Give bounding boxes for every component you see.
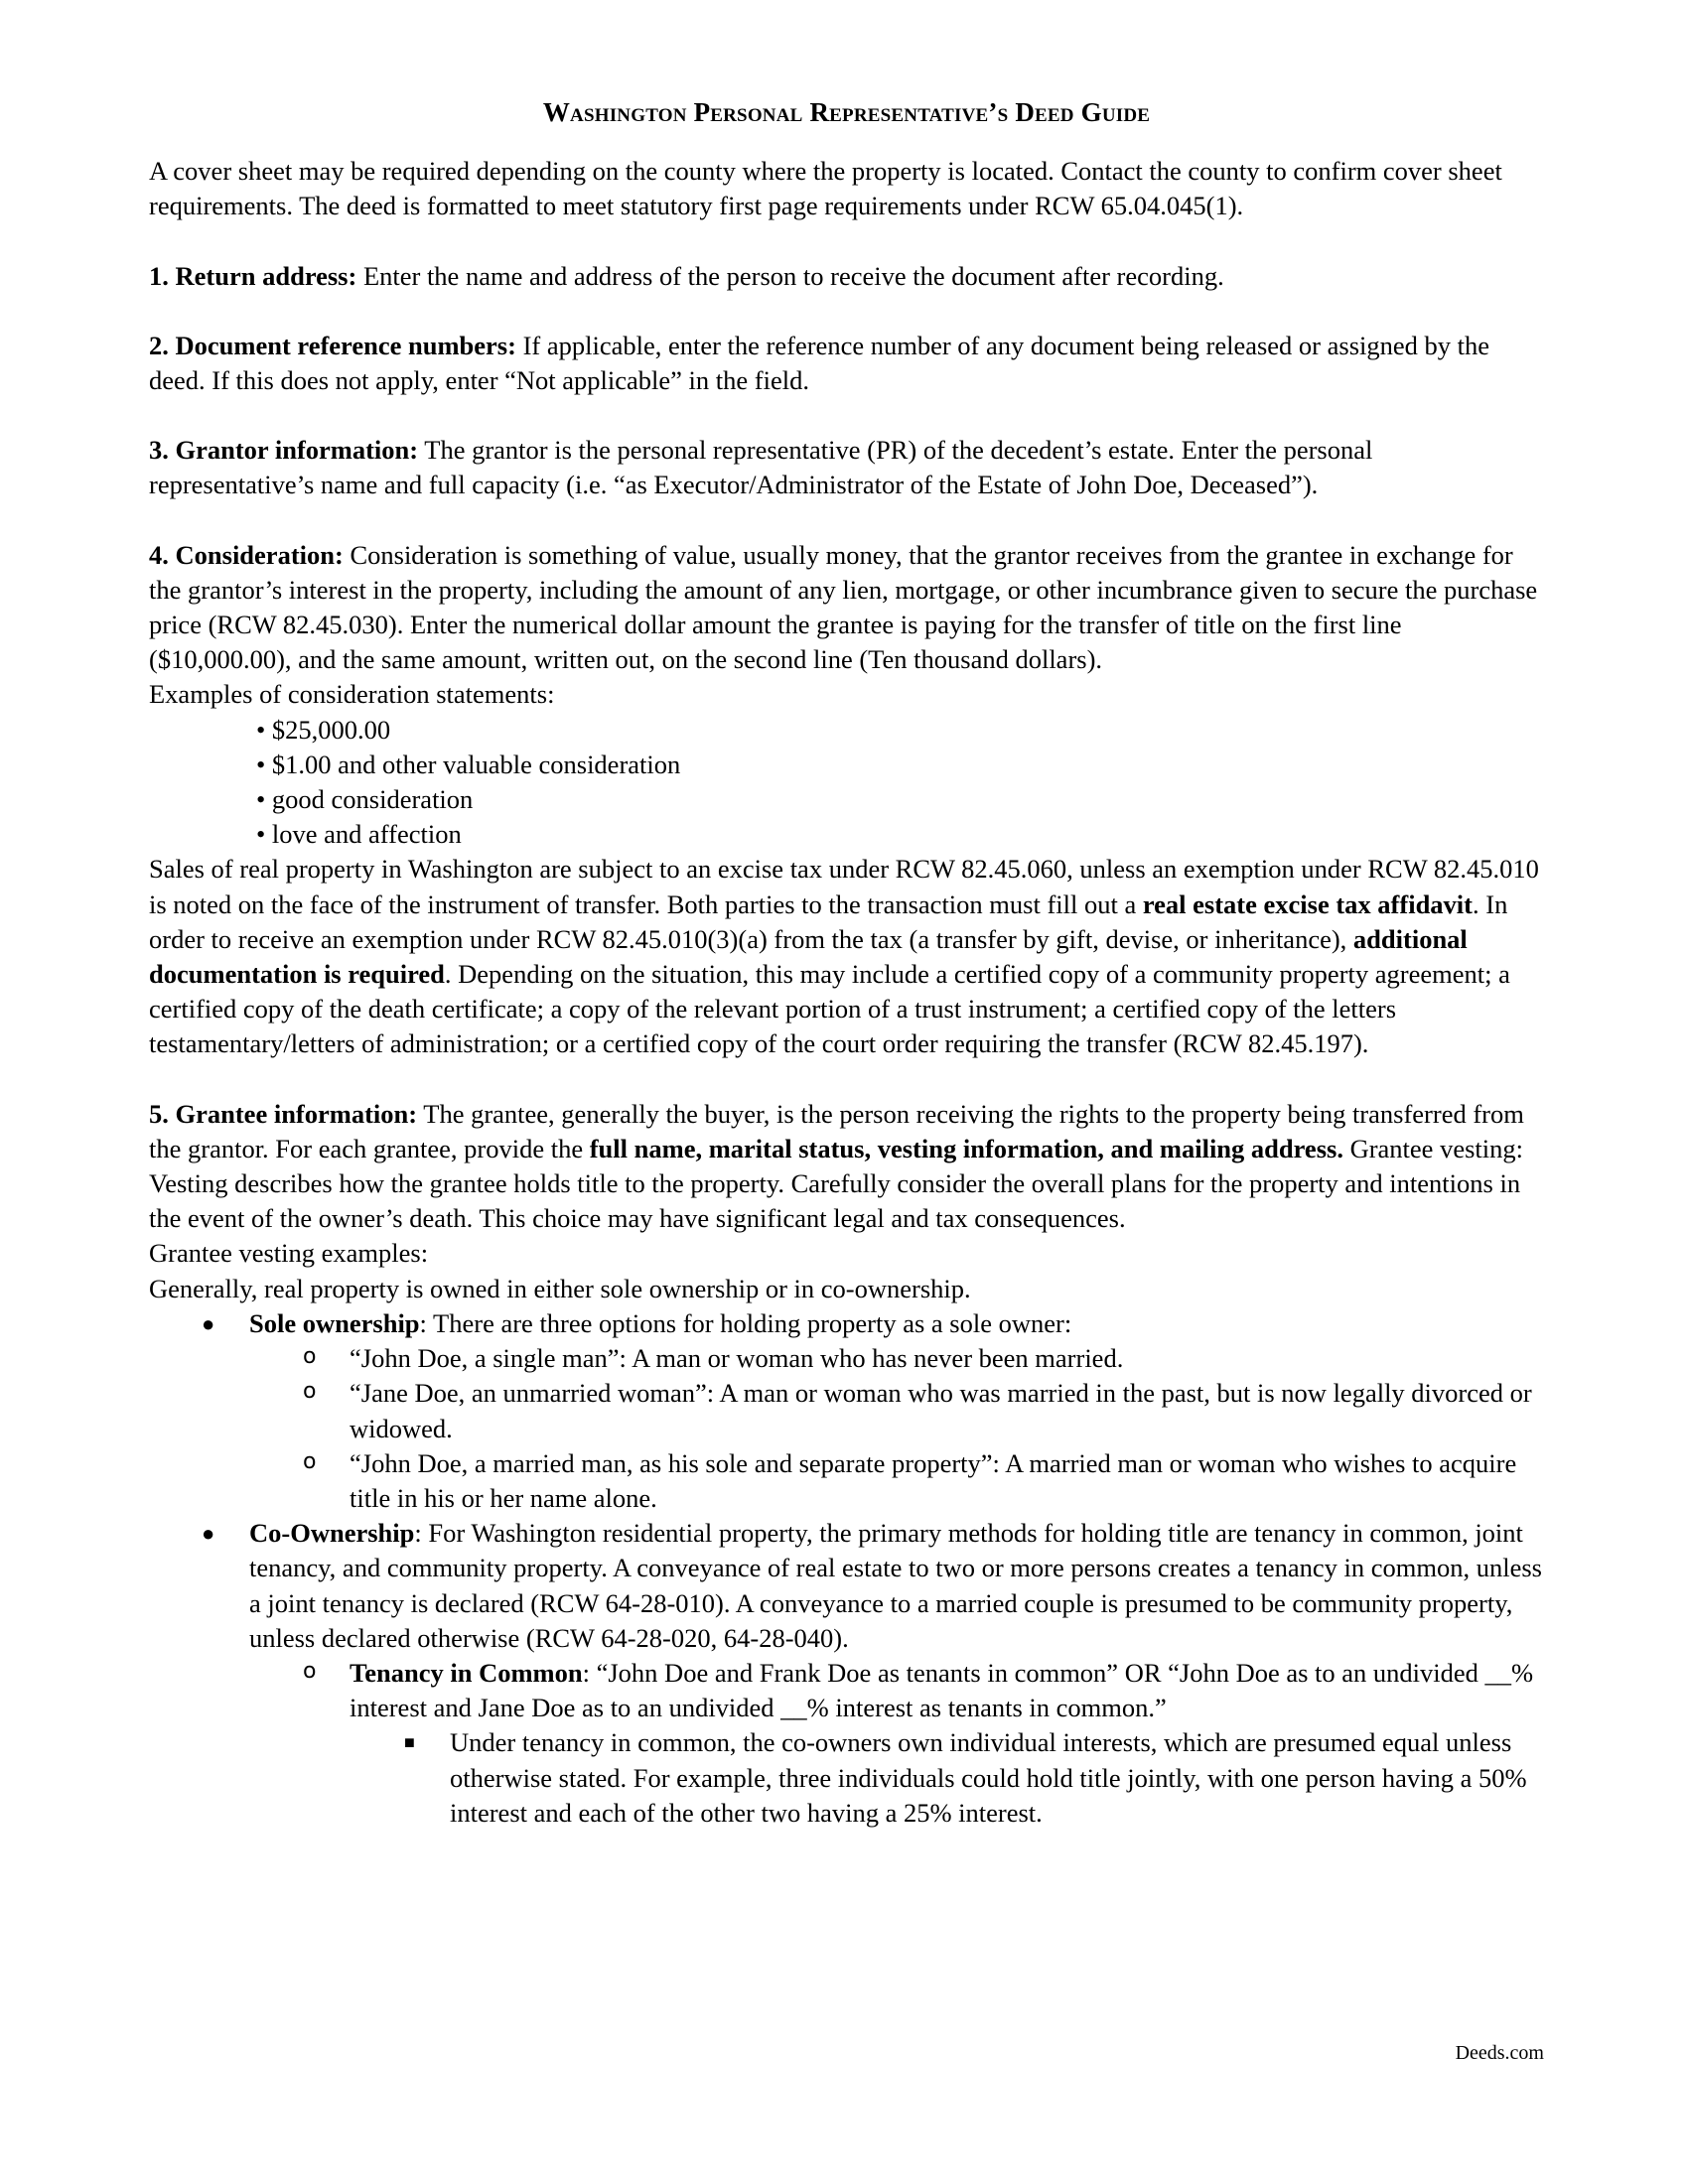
section-label: 5. Grantee information: [149,1098,418,1129]
document-page [149,95,1544,1831]
examples-heading: Examples of consideration statements: [149,679,555,710]
grantee-requirements-emphasis: full name, marital status, vesting information, and mailing address. [589,1133,1343,1163]
consideration-examples-list [149,713,1544,853]
circle-bullet-icon: o [303,1379,317,1405]
vesting-heading: Grantee vesting examples: [149,1238,429,1269]
section-text: Consideration is something of value, usually money, that the grantor receives from the grantee in exchange for the grantor’s interest in the property, including the amount of any lien, mortgage, or other incumbrance given to secure the purchase price (RCW 82.45.030). Enter the numerical dollar amount the grantee is paying for the transfer of title on the first line ($10,000.00), and the same amount, written out, on the second line (Ten thousand dollars). [149,539,1538,675]
section-document-reference [149,329,1544,398]
tenancy-details [350,1725,1544,1831]
list-item: • good consideration [256,784,474,815]
section-label: 4. Consideration: [149,539,344,570]
affidavit-emphasis: real estate excise tax affidavit [1142,888,1473,919]
list-item-tenancy-in-common: o Tenancy in Common: “John Doe and Frank Doe as tenants in common” OR “John Doe as to an undivided __% interest and Jane Doe as to an undivided __% interest as tenants in common.” ■ Under tenancy in common, the co-owners own individual interests, which are presumed equal unless otherwise stated. For example, three individuals could hold title jointly, with one person having a 50% interest and each of the other two having a 25% interest. [249,1656,1544,1831]
section-text: If applicable, enter the reference number of any document being released or assigned by the deed. If this does not apply, enter “Not applicable” in the field. [149,330,1490,396]
excise-tax-paragraph: Sales of real property in Washington are subject to an excise tax under RCW 82.45.060, unless an exemption under RCW 82.45.010 is noted on the face of the instrument of transfer. Both parties to the transaction must fill out a real estate excise tax affidavit. In order to receive an exemption under RCW 82.45.010(3)(a) from the tax (a transfer by gift, devise, or inheritance), additional documentation is required. Depending on the situation, this may include a certified copy of a community property agreement; a certified copy of the death certificate; a copy of the relevant portion of a trust instrument; a certified copy of the letters testamentary/letters of administration; or a certified copy of the court order requiring the transfer (RCW 82.45.197). [149,854,1539,1059]
section-label: 3. Grantor information: [149,435,419,466]
list-item: ■ Under tenancy in common, the co-owners own individual interests, which are presumed equal unless otherwise stated. For example, three individuals could hold title jointly, with one person having a 50% interest and each of the other two having a 25% interest. [404,1727,1527,1828]
circle-bullet-icon: o [303,1658,317,1684]
bullet-icon: ● [202,1521,215,1547]
intro-paragraph: A cover sheet may be required depending on the county where the property is located. Contact the county to confirm cover sheet requirements. The deed is formatted to meet statutory first page requirements under RCW 65.04.045(1). [149,156,1502,221]
list-item-co-ownership: ● Co-Ownership: For Washington residential property, the primary methods for holding title are tenancy in common, joint tenancy, and community property. A conveyance of real estate to two or more persons creates a tenancy in common, unless a joint tenancy is declared (RCW 64-28-010). A conveyance to a married couple is presumed to be community property, unless declared otherwise (RCW 64-28-020, 64-28-040). o Tenancy in Common: “John Doe and Frank Doe as tenants in common” OR “John Doe as to an undivided __% interest and Jane Doe as to an undivided __% interest as tenants in common.” ■ Under tenancy in common, the co-owners own individual interests, which are presumed equal unless otherwise stated. For example, three individuals could hold title jointly, with one person having a 50% interest and each of the other two having a 25% interest. [149,1516,1544,1831]
sole-ownership-options [249,1341,1544,1516]
bullet-icon: ● [202,1310,215,1336]
co-ownership-options [249,1656,1544,1831]
section-text: The grantor is the personal representative (PR) of the decedent’s estate. Enter the personal representative’s name and full capacity (i.e. “as Executor/Administrator of the Estate of John Doe, Deceased”). [149,435,1373,500]
section-label: 2. Document reference numbers: [149,330,516,360]
section-grantee-information: 5. Grantee information: The grantee, generally the buyer, is the person receiving the rights to the property being transferred from the grantor. For each grantee, provide the full name, marital status, vesting information, and mailing address. Grantee vesting: Vesting describes how the grantee holds title to the property. Carefully consider the overall plans for the property and intentions in the event of the owner’s death. This choice may have significant legal and tax consequences. [149,1098,1524,1234]
list-item: o “John Doe, a single man”: A man or woman who has never been married. [249,1341,1544,1376]
list-item: • $25,000.00 [256,714,391,745]
list-item: o “John Doe, a married man, as his sole and separate property”: A married man or woman who wishes to acquire title in his or her name alone. [249,1446,1544,1516]
documentation-emphasis: additional documentation is required [149,923,1468,990]
ownership-list [149,1306,1544,1831]
section-text: Enter the name and address of the person to receive the document after recording. [356,260,1224,291]
vesting-intro: Generally, real property is owned in either sole ownership or in co-ownership. [149,1273,971,1303]
section-label: 1. Return address: [149,260,357,291]
list-item: • $1.00 and other valuable consideration [256,749,681,779]
section-consideration [149,538,1544,678]
section-return-address [149,259,1544,294]
list-item: o “Jane Doe, an unmarried woman”: A man or woman who was married in the past, but is now legally divorced or widowed. [249,1376,1544,1445]
circle-bullet-icon: o [303,1448,317,1474]
list-item: • love and affection [256,819,462,850]
circle-bullet-icon: o [303,1344,317,1370]
list-item-sole-ownership: ● Sole ownership: There are three options for holding property as a sole owner: o “John Doe, a single man”: A man or woman who has never been married. o “Jane Doe, an unmarried woman”: A man or woman who was married in the past, but is now legally divorced or widowed. o “John Doe, a married man, as his sole and separate property”: A married man or woman who wishes to acquire title in his or her name alone. [149,1306,1544,1516]
square-bullet-icon: ■ [404,1732,415,1753]
section-grantor-information [149,433,1544,502]
page-title: Washington Personal Representative’s Deed Guide [542,97,1151,127]
footer-brand: Deeds.com [1455,2042,1544,2064]
